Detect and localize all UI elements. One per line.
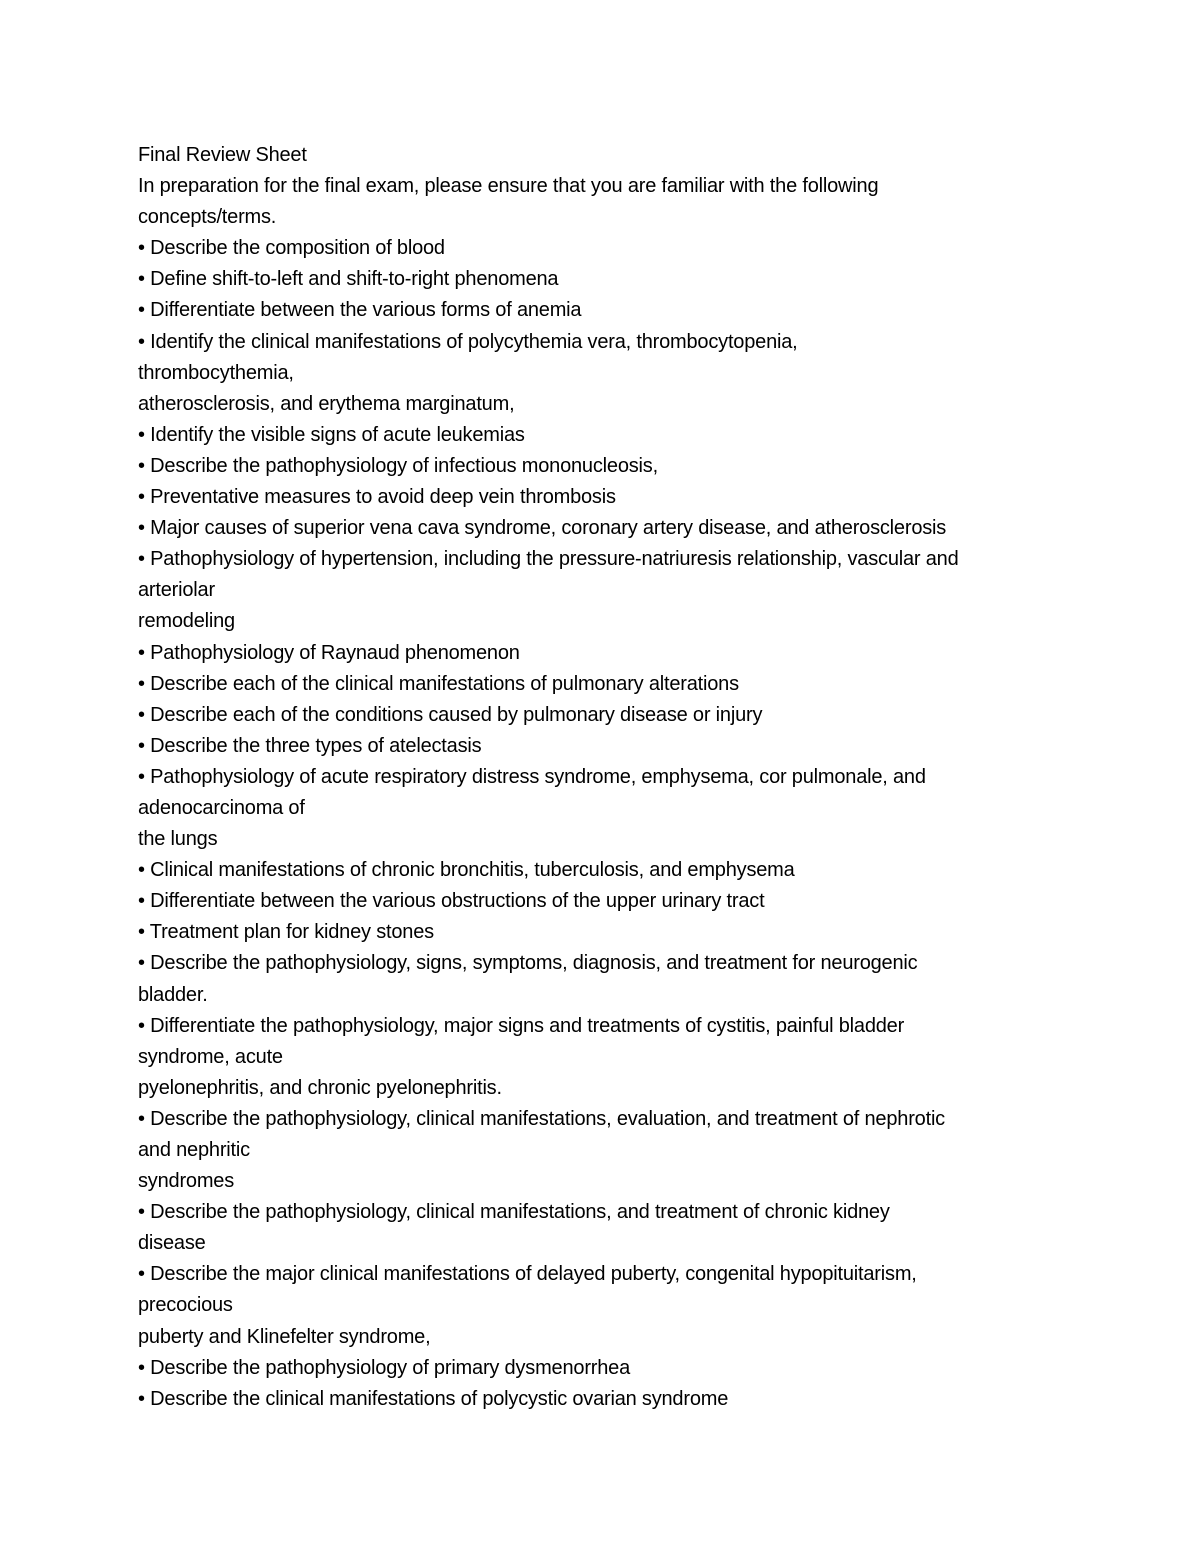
bullet-line: • Describe the clinical manifestations of polycystic ovarian syndrome xyxy=(138,1387,729,1410)
bullet-line: • Describe each of the conditions caused by pulmonary disease or injury xyxy=(138,703,763,726)
continuation-line: puberty and Klinefelter syndrome, xyxy=(138,1325,431,1348)
document-title: Final Review Sheet xyxy=(138,144,307,166)
continuation-line: the lungs xyxy=(138,828,218,851)
continuation-line: precocious xyxy=(138,1294,233,1317)
bullet-line: • Describe the pathophysiology, signs, symptoms, diagnosis, and treatment for neurogenic xyxy=(138,952,918,975)
bullet-line: • Clinical manifestations of chronic bronchitis, tuberculosis, and emphysema xyxy=(138,859,795,882)
intro-line-2: concepts/terms. xyxy=(138,206,277,229)
bullet-line: • Treatment plan for kidney stones xyxy=(138,921,434,944)
bullet-line: • Pathophysiology of Raynaud phenomenon xyxy=(138,641,520,664)
bullet-line: • Pathophysiology of hypertension, including the pressure-natriuresis relationship, vascular and xyxy=(138,548,959,571)
continuation-line: and nephritic xyxy=(138,1139,250,1161)
bullet-line: • Describe the pathophysiology of infectious mononucleosis, xyxy=(138,454,658,477)
bullet-line: • Differentiate the pathophysiology, major signs and treatments of cystitis, painful bladder xyxy=(138,1014,905,1037)
bullet-line: • Describe the pathophysiology of primary dysmenorrhea xyxy=(138,1356,631,1379)
continuation-line: adenocarcinoma of xyxy=(138,796,305,819)
bullet-line: • Pathophysiology of acute respiratory distress syndrome, emphysema, cor pulmonale, and xyxy=(138,765,926,788)
continuation-line: syndrome, acute xyxy=(138,1045,283,1068)
bullet-line: • Preventative measures to avoid deep vein thrombosis xyxy=(138,486,616,509)
intro-line-1: In preparation for the final exam, please ensure that you are familiar with the following xyxy=(138,175,879,198)
continuation-line: remodeling xyxy=(138,610,235,633)
bullet-line: • Differentiate between the various obstructions of the upper urinary tract xyxy=(138,890,765,913)
bullet-line: • Describe each of the clinical manifestations of pulmonary alterations xyxy=(138,672,739,695)
continuation-line: atherosclerosis, and erythema marginatum, xyxy=(138,392,515,415)
bullet-line: • Describe the three types of atelectasis xyxy=(138,734,482,757)
bullet-line: • Describe the composition of blood xyxy=(138,237,445,260)
continuation-line: bladder. xyxy=(138,983,208,1006)
bullet-line: • Differentiate between the various forms of anemia xyxy=(138,299,582,322)
bullet-line: • Describe the major clinical manifestations of delayed puberty, congenital hypopituitarism, xyxy=(138,1263,917,1286)
continuation-line: arteriolar xyxy=(138,579,215,602)
continuation-line: pyelonephritis, and chronic pyelonephritis. xyxy=(138,1076,502,1099)
continuation-line: syndromes xyxy=(138,1170,235,1193)
bullet-line: • Describe the pathophysiology, clinical manifestations, and treatment of chronic kidney xyxy=(138,1201,890,1224)
bullet-line: • Describe the pathophysiology, clinical manifestations, evaluation, and treatment of nephrotic xyxy=(138,1107,945,1130)
continuation-line: thrombocythemia, xyxy=(138,361,294,384)
continuation-line: disease xyxy=(138,1232,206,1255)
bullet-line: • Identify the clinical manifestations of polycythemia vera, thrombocytopenia, xyxy=(138,330,798,353)
document-body xyxy=(138,140,1138,1415)
bullet-line: • Major causes of superior vena cava syndrome, coronary artery disease, and atherosclerosis xyxy=(138,517,947,540)
bullet-line: • Define shift-to-left and shift-to-right phenomena xyxy=(138,268,559,291)
bullet-line: • Identify the visible signs of acute leukemias xyxy=(138,423,525,446)
